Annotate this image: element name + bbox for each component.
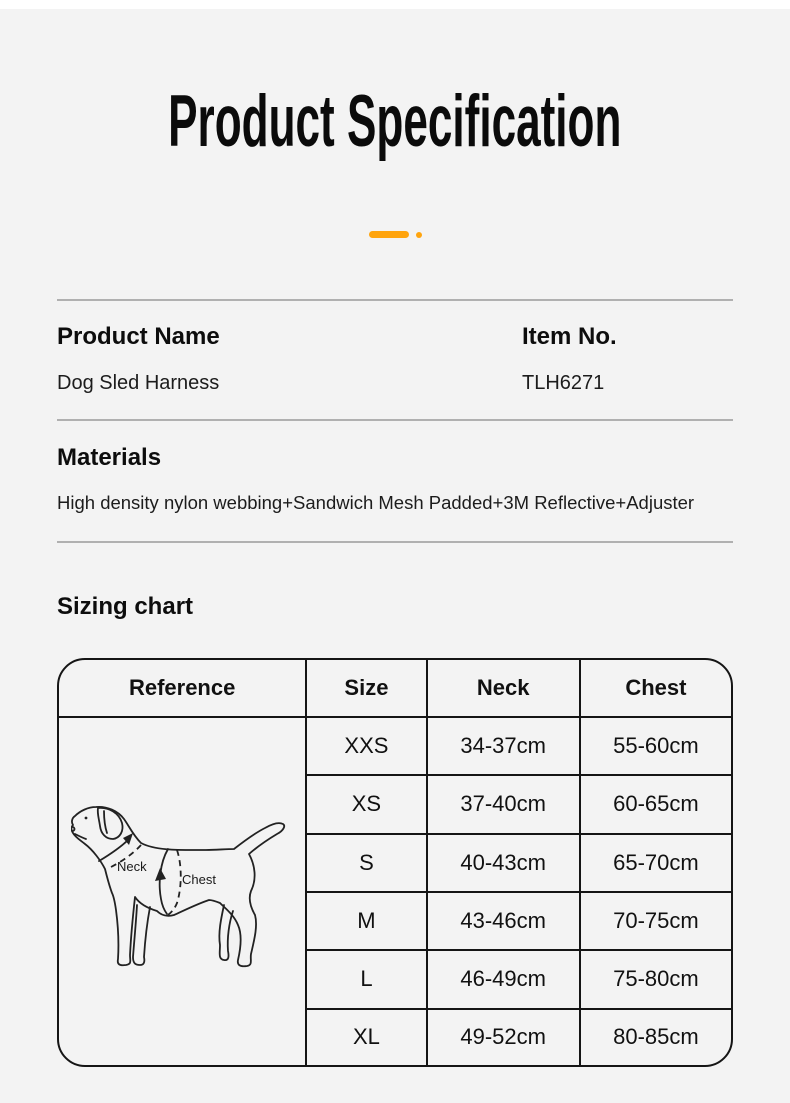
table-header-reference: Reference <box>59 660 306 717</box>
item-no-label: Item No. <box>522 323 617 350</box>
dog-eye <box>85 816 88 819</box>
neck-cell: 43-46cm <box>427 892 580 950</box>
neck-cell: 46-49cm <box>427 950 580 1008</box>
divider-top <box>57 299 733 301</box>
divider-middle <box>57 419 733 421</box>
sizing-table <box>59 660 731 1065</box>
product-name-value: Dog Sled Harness <box>57 372 220 394</box>
table-row <box>59 717 731 775</box>
chest-cell: 60-65cm <box>580 775 731 833</box>
page-title-wrap <box>0 80 790 162</box>
dog-nostril <box>73 827 75 831</box>
table-header-row <box>59 660 731 717</box>
page-title: Product Specification <box>168 80 622 162</box>
materials-label: Materials <box>57 444 162 471</box>
dog-outline <box>72 806 285 965</box>
sizing-table-wrap <box>57 658 733 1067</box>
dog-ear <box>98 807 123 838</box>
neck-measure-front-line <box>99 839 129 861</box>
neck-cell: 34-37cm <box>427 717 580 775</box>
neck-cell: 49-52cm <box>427 1009 580 1065</box>
neck-cell: 40-43cm <box>427 834 580 892</box>
reference-diagram-cell <box>59 717 306 1065</box>
dog-ear-fold <box>104 811 107 833</box>
table-header-neck: Neck <box>427 660 580 717</box>
materials-value: High density nylon webbing+Sandwich Mesh Padded+3M Reflective+Adjuster <box>57 492 695 513</box>
size-cell: XS <box>306 775 426 833</box>
size-cell: XXS <box>306 717 426 775</box>
chest-cell: 80-85cm <box>580 1009 731 1065</box>
chest-measure-label: Chest <box>182 871 217 887</box>
top-strip <box>0 0 790 9</box>
accent-divider <box>0 231 790 238</box>
chest-cell: 75-80cm <box>580 950 731 1008</box>
dog-measurement-diagram <box>71 805 293 979</box>
size-cell: M <box>306 892 426 950</box>
product-name-label: Product Name <box>57 323 220 350</box>
dog-far-front-leg <box>133 905 150 965</box>
neck-cell: 37-40cm <box>427 775 580 833</box>
chest-cell: 55-60cm <box>580 717 731 775</box>
chest-measure-front-line <box>160 849 168 914</box>
sizing-chart-label: Sizing chart <box>57 593 194 620</box>
chest-measure-arrow <box>155 868 166 881</box>
table-header-chest: Chest <box>580 660 731 717</box>
chest-cell: 65-70cm <box>580 834 731 892</box>
neck-measure-label: Neck <box>117 858 147 874</box>
divider-bottom <box>57 541 733 543</box>
table-header-size: Size <box>306 660 426 717</box>
size-cell: XL <box>306 1009 426 1065</box>
accent-dot <box>416 232 422 238</box>
chest-cell: 70-75cm <box>580 892 731 950</box>
chest-measure-dashed-line <box>168 850 181 915</box>
item-no-value: TLH6271 <box>522 372 605 394</box>
size-cell: S <box>306 834 426 892</box>
accent-bar <box>369 231 409 238</box>
size-cell: L <box>306 950 426 1008</box>
